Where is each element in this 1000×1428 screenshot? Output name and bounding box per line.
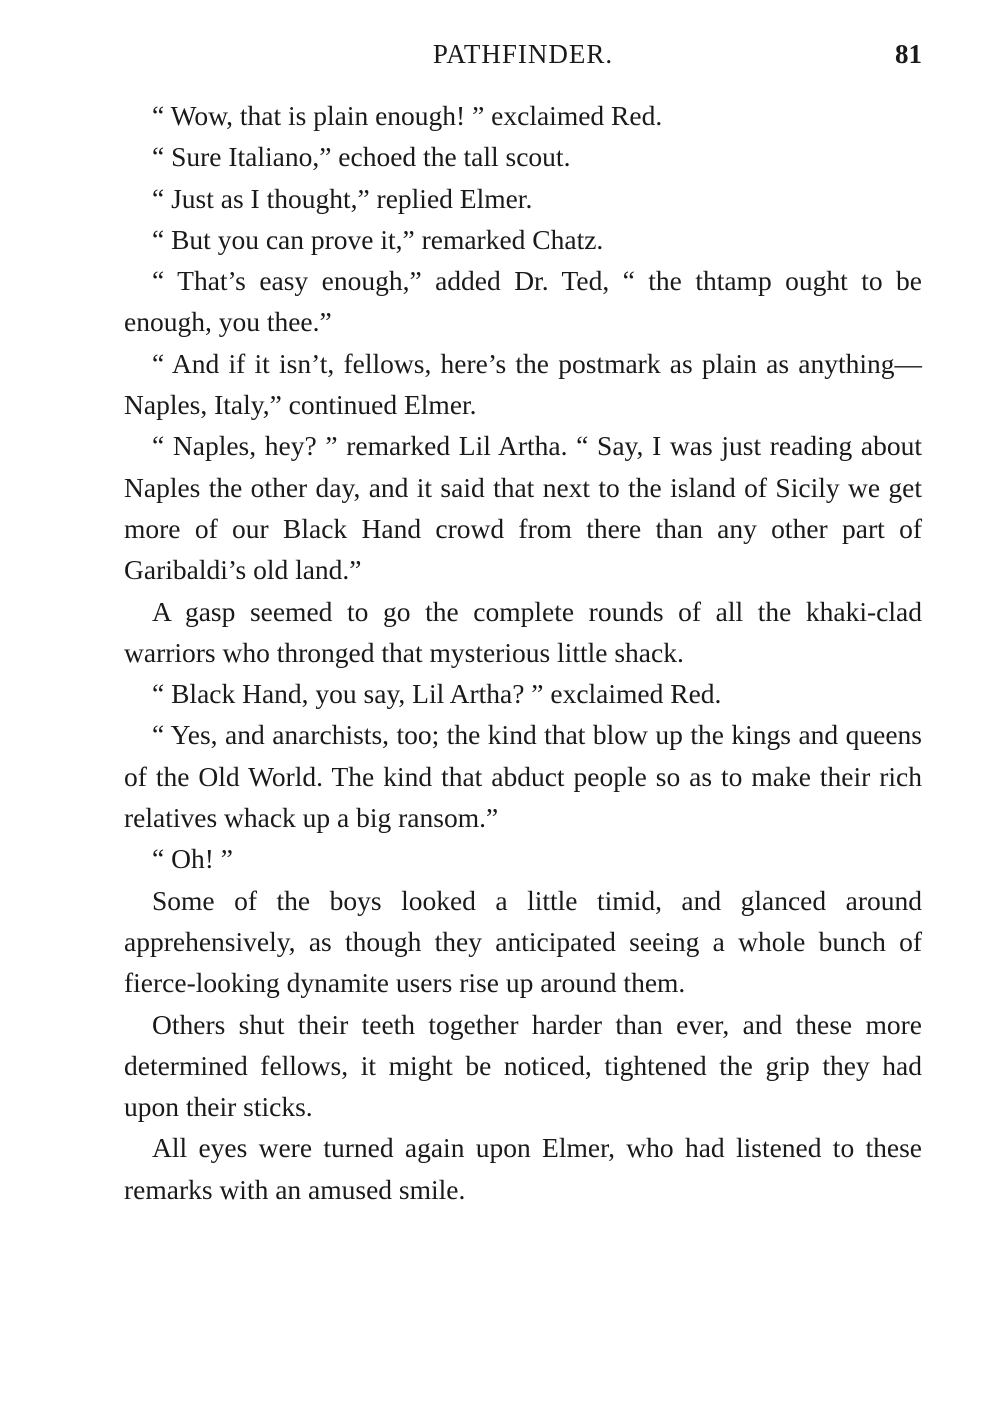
paragraph: “ And if it isn’t, fellows, here’s the postmark as plain as anything—Naples, Italy,” continued Elmer. [124, 347, 922, 421]
paragraph: “ That’s easy enough,” added Dr. Ted, “ the thtamp ought to be enough, you thee.” [124, 265, 922, 338]
paragraph: “ Wow, that is plain enough! ” exclaimed Red. [152, 100, 663, 131]
body-text [124, 95, 922, 1210]
paragraph: “ Oh! ” [152, 843, 233, 875]
paragraph: All eyes were turned again upon Elmer, who had listened to these remarks with an amused smile. [124, 1132, 922, 1205]
paragraph: “ Just as I thought,” replied Elmer. [152, 182, 533, 214]
paragraph: “ Naples, hey? ” remarked Lil Artha. “ Say, I was just reading about Naples the other day, and it said that next to the island of Sicily we get more of our Black Hand crowd from there than any other part of Garibaldi’s old land.” [124, 430, 922, 586]
paragraph: Some of the boys looked a little timid, and glanced around apprehensively, as though they anticipated seeing a whole bunch of fierce-looking dynamite users rise up around them. [124, 884, 922, 999]
running-title: PATHFINDER. [432, 39, 614, 69]
paragraph: “ Black Hand, you say, Lil Artha? ” exclaimed Red. [152, 678, 722, 710]
paragraph: A gasp seemed to go the complete rounds of all the khaki-clad warriors who thronged that mysterious little shack. [124, 595, 922, 668]
page-number: 81 [895, 39, 922, 69]
paragraph: “ Sure Italiano,” echoed the tall scout. [152, 141, 571, 173]
paragraph: “ Yes, and anarchists, too; the kind that blow up the kings and queens of the Old World. The kind that abduct people so as to make their rich relatives whack up a big ransom.” [124, 719, 922, 834]
paragraph: “ But you can prove it,” remarked Chatz. [152, 223, 604, 255]
running-header [124, 34, 922, 74]
paragraph: Others shut their teeth together harder than ever, and these more determined fellows, it might be noticed, tightened the grip they had upon their sticks. [124, 1008, 922, 1123]
